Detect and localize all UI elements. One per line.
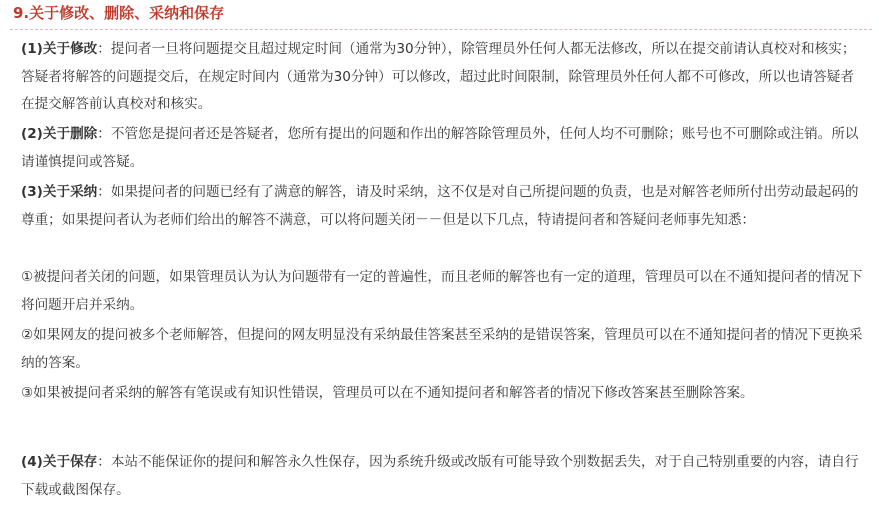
- paragraph-body: ③如果被提问者采纳的解答有笔误或有知识性错误，管理员可以在不通知提问者和解答者的情况下修改答案甚至删除答案。: [21, 385, 754, 401]
- paragraph-lead: (3)关于采纳: [21, 184, 98, 200]
- paragraph-body: ：如果提问者的问题已经有了满意的解答，请及时采纳，这不仅是对自己所提问题的负责，也是对解答老师所付出劳动最起码的尊重；如果提问者认为老师们给出的解答不满意，可以将问题关闭－－但是以下几点，特请提问者和答疑问老师事先知悉：: [21, 184, 859, 228]
- paragraph-lead: (4)关于保存: [21, 454, 98, 470]
- paragraph-body: ②如果网友的提问被多个老师解答，但提问的网友明显没有采纳最佳答案甚至采纳的是错误答案，管理员可以在不通知提问者的情况下更换采纳的答案。: [21, 327, 863, 371]
- paragraph-note-2: [21, 322, 867, 377]
- title-divider: [10, 29, 872, 30]
- paragraph-body: ：不管您是提问者还是答疑者，您所有提出的问题和作出的解答除管理员外，任何人均不可删除；账号也不可删除或注销。所以请谨慎提问或答疑。: [21, 126, 859, 170]
- paragraph-note-3: [21, 380, 867, 408]
- paragraph-body: ：提问者一旦将问题提交且超过规定时间（通常为30分钟），除管理员外任何人都无法修改，所以在提交前请认真校对和核实；答疑者将解答的问题提交后，在规定时间内（通常为30分钟）可以修改，超过此时间限制，除管理员外任何人都不可修改，所以也请答疑者在提交解答前认真校对和核实。: [21, 41, 856, 113]
- section-title: 9.关于修改、删除、采纳和保存: [13, 4, 225, 22]
- paragraph-modify: [21, 36, 867, 119]
- paragraph-delete: [21, 121, 867, 176]
- paragraph-body: ：本站不能保证你的提问和解答永久性保存，因为系统升级或改版有可能导致个别数据丢失，对于自己特别重要的内容，请自行下载或截图保存。: [21, 454, 859, 498]
- paragraph-lead: (1)关于修改: [21, 41, 98, 57]
- paragraph-adopt: [21, 179, 867, 234]
- paragraph-save: [21, 449, 867, 504]
- paragraph-note-1: [21, 264, 867, 319]
- paragraph-body: ①被提问者关闭的问题，如果管理员认为认为问题带有一定的普遍性，而且老师的解答也有一定的道理，管理员可以在不通知提问者的情况下将问题开启并采纳。: [21, 269, 863, 313]
- paragraph-lead: (2)关于删除: [21, 126, 98, 142]
